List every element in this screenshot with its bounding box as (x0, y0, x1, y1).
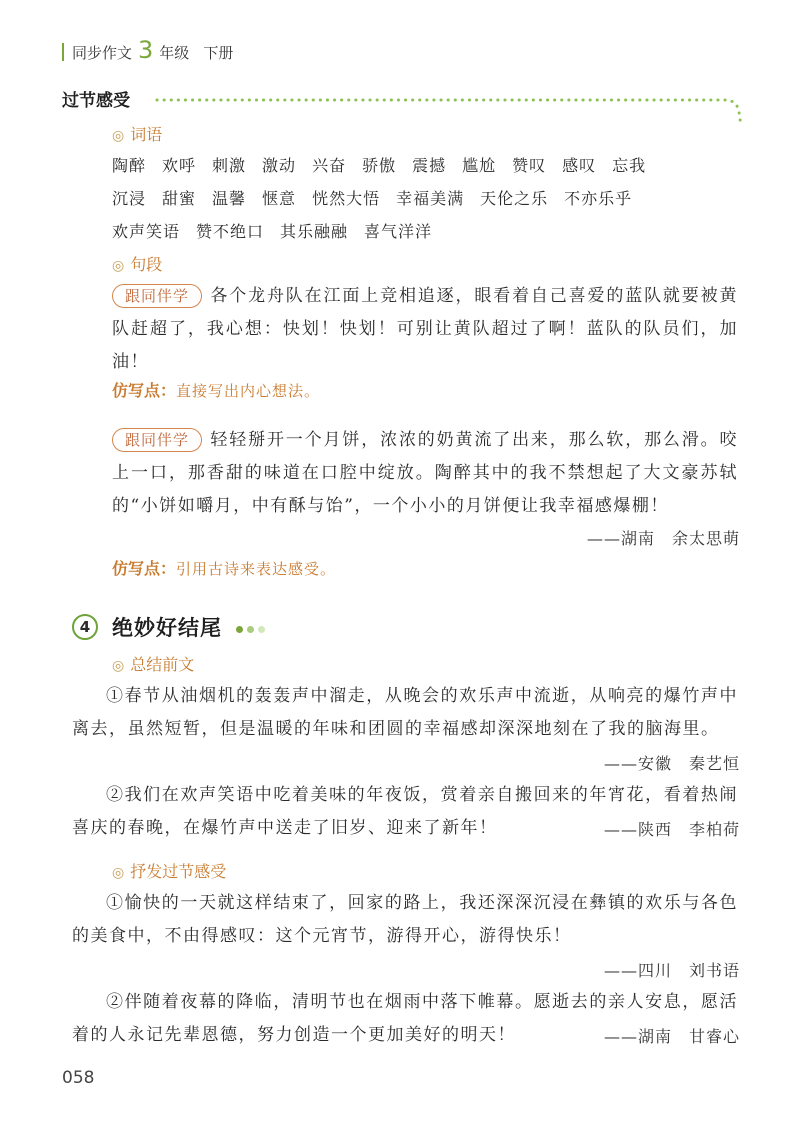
word: 忘我 (612, 156, 647, 175)
word: 赞不绝口 (196, 222, 265, 241)
word: 沉浸 (112, 189, 147, 208)
part-number-badge: 4 (72, 614, 98, 640)
dots-ornament (232, 618, 265, 637)
word: 震撼 (412, 156, 447, 175)
juduan-paragraph-2 (112, 424, 738, 523)
zongjie-label: 总结前文 (130, 655, 195, 674)
circle-mark-icon: ◎ (112, 258, 125, 274)
shufa-text-2: ②伴随着夜幕的降临，清明节也在烟雨中落下帷幕。愿逝去的亲人安息，愿活着的人永记先辈恩德，努力创造一个更加美好的明天！ (72, 992, 738, 1045)
word: 恍然大悟 (312, 189, 381, 208)
circle-mark-icon: ◎ (112, 128, 125, 144)
dot (247, 626, 254, 633)
zongjie-heading (112, 652, 194, 675)
word: 兴奋 (312, 156, 347, 175)
dot (258, 626, 265, 633)
word: 天伦之乐 (480, 189, 549, 208)
author-4: ——四川 刘书语 (603, 961, 740, 980)
ciyu-label: 词语 (130, 125, 163, 144)
author-3: ——陕西 李柏荷 (603, 820, 740, 839)
author-2: ——安徽 秦艺恒 (603, 754, 740, 773)
tip-2 (112, 556, 336, 579)
header-book: 同步作文 (72, 44, 133, 62)
word: 幸福美满 (396, 189, 465, 208)
dotted-divider (155, 86, 745, 130)
tip-label: 仿写点： (112, 559, 177, 578)
zongjie-text-1: ①春节从油烟机的轰轰声中溜走，从晚会的欢乐声中流逝，从响亮的爆竹声中离去，虽然短暂，但是温暖的年味和团圆的幸福感却深深地刻在了我的脑海里。 (72, 686, 738, 739)
learn-tag: 跟同伴学 (112, 428, 202, 452)
word: 欢呼 (162, 156, 197, 175)
dot (236, 626, 243, 633)
author-5: ——湖南 甘睿心 (603, 1027, 740, 1046)
word: 感叹 (562, 156, 597, 175)
tip-label: 仿写点： (112, 381, 177, 400)
juduan-text-2: 轻轻掰开一个月饼，浓浓的奶黄流了出来，那么软，那么滑。咬上一口，那香甜的味道在口腔中绽放。陶醉其中的我不禁想起了大文豪苏轼的“小饼如嚼月，中有酥与饴”，一个小小的月饼便让我幸福感爆棚！ (112, 430, 738, 516)
part-heading (72, 612, 265, 642)
word: 温馨 (212, 189, 247, 208)
word: 其乐融融 (280, 222, 349, 241)
running-header (62, 38, 233, 63)
word: 骄傲 (362, 156, 397, 175)
word: 激动 (262, 156, 297, 175)
word: 刺激 (212, 156, 247, 175)
word: 甜蜜 (162, 189, 197, 208)
tip-1 (112, 378, 320, 401)
page-number: 058 (62, 1068, 95, 1088)
word: 陶醉 (112, 156, 147, 175)
author-1: ——湖南 余太思萌 (586, 529, 740, 548)
word: 不亦乐乎 (564, 189, 633, 208)
header-grade-number: 3 (138, 36, 154, 64)
section-title: 过节感受 (62, 91, 130, 111)
tip-text: 引用古诗来表达感受。 (176, 560, 337, 578)
juduan-text-1: 各个龙舟队在江面上竞相追逐，眼看着自己喜爱的蓝队就要被黄队赶超了，我心想：快划！快划！可别让黄队超过了啊！蓝队的队员们，加油！ (112, 286, 738, 372)
shufa-heading (112, 859, 226, 882)
tip-text: 直接写出内心想法。 (176, 382, 321, 400)
learn-tag: 跟同伴学 (112, 284, 202, 308)
word: 惬意 (262, 189, 297, 208)
ciyu-row-2 (112, 186, 648, 209)
word: 尴尬 (462, 156, 497, 175)
juduan-heading (112, 252, 162, 275)
header-grade: 年级 (159, 44, 190, 62)
word: 赞叹 (512, 156, 547, 175)
shufa-paragraph-1 (72, 887, 738, 953)
word: 喜气洋洋 (364, 222, 433, 241)
circle-mark-icon: ◎ (112, 658, 125, 674)
shufa-label: 抒发过节感受 (130, 862, 227, 881)
zongjie-text-2: ②我们在欢声笑语中吃着美味的年夜饭，赏着亲自搬回来的年宵花，看着热闹喜庆的春晚，在爆竹声中送走了旧岁、迎来了新年！ (72, 785, 738, 838)
juduan-paragraph-1 (112, 280, 738, 379)
ciyu-row-1 (112, 153, 662, 176)
part-title: 绝妙好结尾 (112, 616, 222, 640)
shufa-text-1: ①愉快的一天就这样结束了，回家的路上，我还深深沉浸在彝镇的欢乐与各色的美食中，不由得感叹：这个元宵节，游得开心，游得快乐！ (72, 893, 738, 946)
ciyu-heading (112, 122, 162, 145)
ciyu-row-3 (112, 219, 448, 242)
circle-mark-icon: ◎ (112, 865, 125, 881)
zongjie-paragraph-1 (72, 680, 738, 746)
juduan-label: 句段 (130, 255, 163, 274)
word: 欢声笑语 (112, 222, 181, 241)
header-term: 下册 (203, 44, 234, 62)
header-bar (62, 43, 64, 61)
